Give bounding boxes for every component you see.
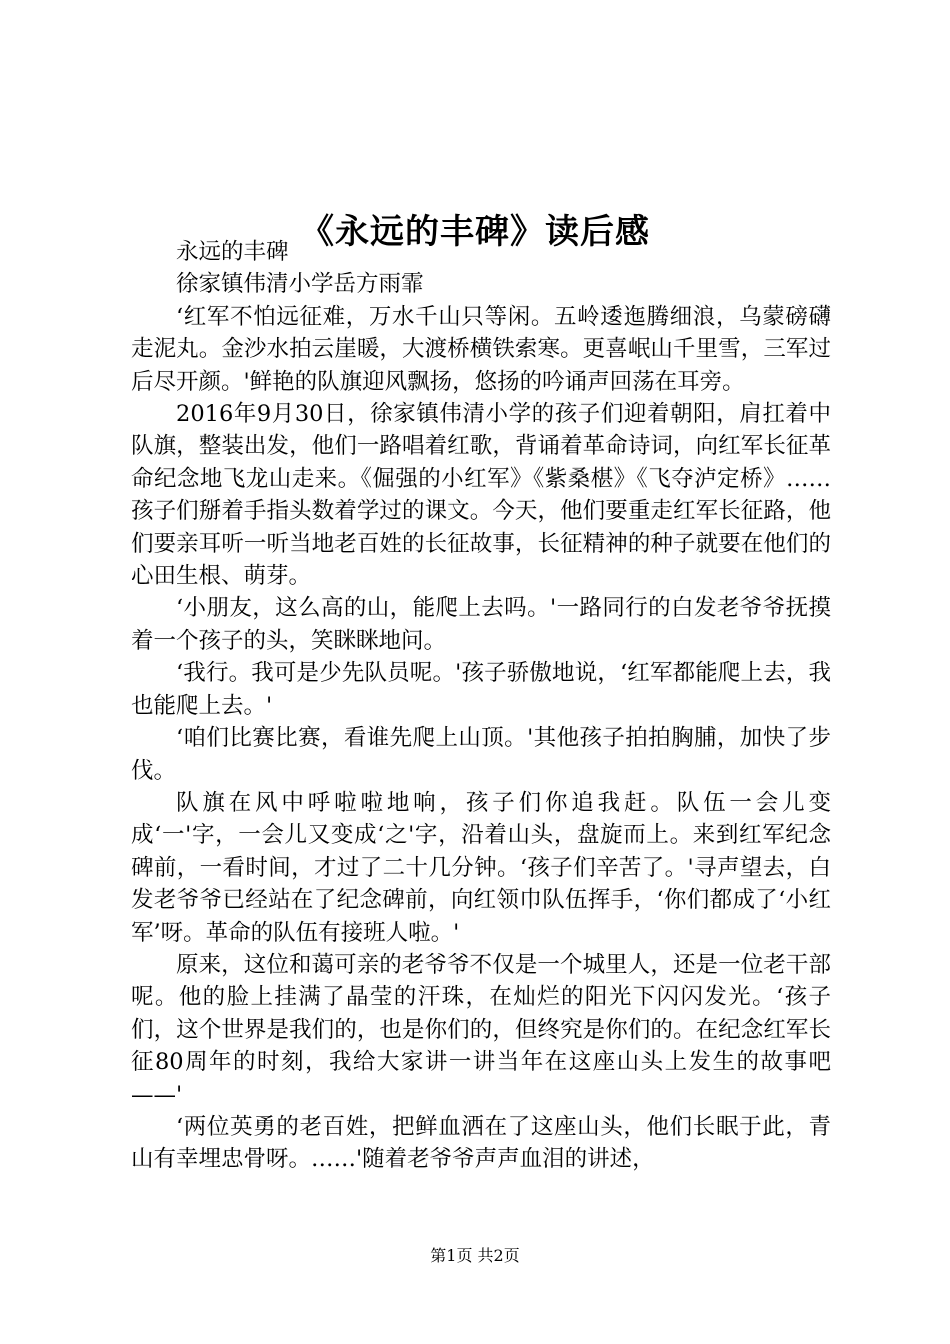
body-paragraph: ‘我行。我可是少先队员呢。'孩子骄傲地说，‘红军都能爬上去，我也能爬上去。' (131, 660, 831, 719)
body-paragraph: ‘咱们比赛比赛，看谁先爬上山顶。'其他孩子拍拍胸脯，加快了步伐。 (131, 725, 831, 784)
document-body (131, 236, 831, 1176)
page-footer: 第1页 共2页 (430, 1246, 520, 1265)
body-paragraph: 队旗在风中呼啦啦地响，孩子们你追我赶。队伍一会儿变成‘一'字，一会儿又变成‘之'字，沿着山头，盘旋而上。来到红军纪念碑前，一看时间，才过了二十几分钟。‘孩子们辛苦了。'寻声望去，白发老爷爷已经站在了纪念碑前，向红领巾队伍挥手，‘你们都成了‘小红军’呀。革命的队伍有接班人啦。' (131, 789, 831, 946)
body-paragraph: ‘红军不怕远征难，万水千山只等闲。五岭逶迤腾细浪，乌蒙磅礴走泥丸。金沙水拍云崖暖，大渡桥横铁索寒。更喜岷山千里雪，三军过后尽开颜。'鲜艳的队旗迎风飘扬，悠扬的吟诵声回荡在耳旁。 (131, 303, 831, 395)
author-line: 徐家镇伟清小学岳方雨霏 (176, 271, 424, 298)
body-paragraph: ‘小朋友，这么高的山，能爬上去吗。'一路同行的白发老爷爷抚摸着一个孩子的头，笑眯眯地问。 (131, 595, 831, 654)
document-title: 《永远的丰碑》读后感 (300, 211, 650, 252)
body-paragraph: 原来，这位和蔼可亲的老爷爷不仅是一个城里人，还是一位老干部呢。他的脸上挂满了晶莹的汗珠，在灿烂的阳光下闪闪发光。‘孩子们，这个世界是我们的，也是你们的，但终究是你们的。在纪念红军长征80周年的时刻，我给大家讲一讲当年在这座山头上发生的故事吧——' (131, 951, 831, 1108)
subtitle-line: 永远的丰碑 (176, 239, 289, 265)
body-paragraph: 2016年9月30日，徐家镇伟清小学的孩子们迎着朝阳，肩扛着中队旗，整装出发，他们一路唱着红歌，背诵着革命诗词，向红军长征革命纪念地飞龙山走来。《倔强的小红军》《紫桑椹》《飞夺泸定桥》……孩子们掰着手指头数着学过的课文。今天，他们要重走红军长征路，他们要亲耳听一听当地老百姓的长征故事，长征精神的种子就要在他们的心田生根、萌芽。 (131, 401, 831, 590)
body-paragraph: ‘两位英勇的老百姓，把鲜血洒在了这座山头，他们长眠于此，青山有幸埋忠骨呀。……'随着老爷爷声声血泪的讲述， (131, 1113, 831, 1173)
